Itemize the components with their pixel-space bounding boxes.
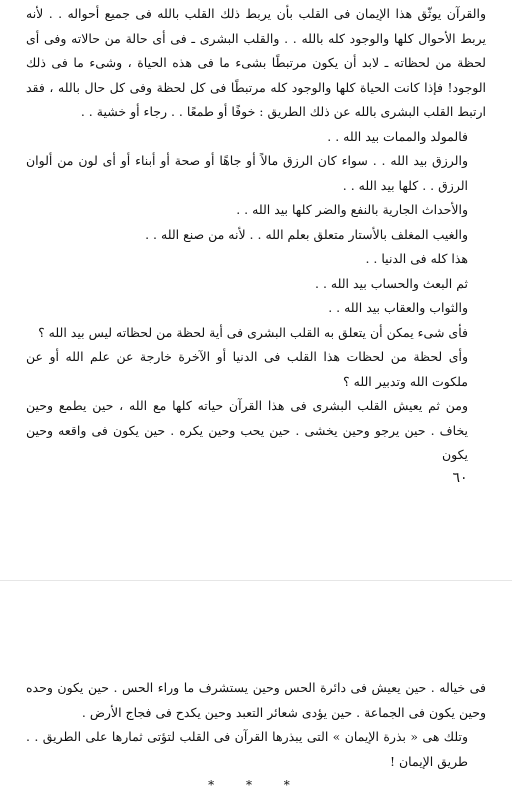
paragraph-reward: والثواب والعقاب بيد الله . .	[328, 300, 468, 315]
section-separator: * * *	[208, 778, 304, 792]
paragraph-question-two: وأى لحظة من لحظات هذا القلب فى الدنيا أو الآخرة خارجة عن علم الله أو عن ملكوت الله وتدبير الله ؟	[26, 349, 468, 389]
bottom-page	[0, 580, 512, 800]
paragraph-seed-of-faith: وتلك هى « بذرة الإيمان » التى يبذرها القرآن فى القلب لتؤتى ثمارها على الطريق . . طريق الإيمان !	[26, 729, 468, 769]
paragraph-birth-death: فالمولد والممات بيد الله . .	[327, 128, 468, 144]
paragraph-unseen: والغيب المغلف بالأستار متعلق بعلم الله . . لأنه من صنع الله . .	[145, 226, 468, 242]
paragraph-living-with-god: ومن ثم يعيش القلب البشرى فى هذا القرآن حياته كلها مع الله ، حين يطمع وحين يخاف . حين يرجو وحين يخشى . حين يحب وحين يكره . حين يكون فى واقعه وحين يكون	[26, 398, 468, 462]
paragraph-intro: والقرآن يوثّق هذا الإيمان فى القلب بأن يربط ذلك القلب بالله فى جميع أحواله . . لأنه يربط الأحوال كلها والوجود كله بالله . . والقلب البشرى ـ فى أى حالة من حالاته وفى أى لحظة من لحظاته ـ لابد أن يكون مرتبطًا بشىء ما فى هذه الحياة ، وشىء ما فى ذلك الوجود! فإذا كانت الحياة كلها والوجود كله مرتبطًا فى كل لحظة وفى كل حال بالله ، فقد ارتبط القلب البشرى بالله عن ذلك الطريق : خوفًا أو طمعًا . . رجاء أو خشية . .	[26, 6, 486, 119]
paragraph-question-one: فأى شىء يمكن أن يتعلق به القلب البشرى فى أية لحظة من لحظاته ليس بيد الله ؟	[38, 324, 468, 340]
paragraph-resurrection: ثم البعث والحساب بيد الله . .	[315, 275, 468, 291]
page-number: ٦٠	[452, 470, 468, 486]
paragraph-this-world: هذا كله فى الدنيا . .	[365, 251, 468, 266]
paragraph-provision: والرزق بيد الله . . سواء كان الرزق مالاً أو جاهًا أو صحة أو أبناء أو أى لون من ألوان الرزق . . كلها بيد الله . .	[26, 153, 468, 193]
paragraph-continuation: فى خياله . حين يعيش فى دائرة الحس وحين يستشرف ما وراء الحس . حين يكون وحده وحين يكون فى الجماعة . حين يؤدى شعائر التعبد وحين يكدح فى فجاج الأرض .	[26, 680, 486, 720]
paragraph-events: والأحداث الجارية بالنفع والضر كلها بيد الله . .	[236, 202, 468, 217]
